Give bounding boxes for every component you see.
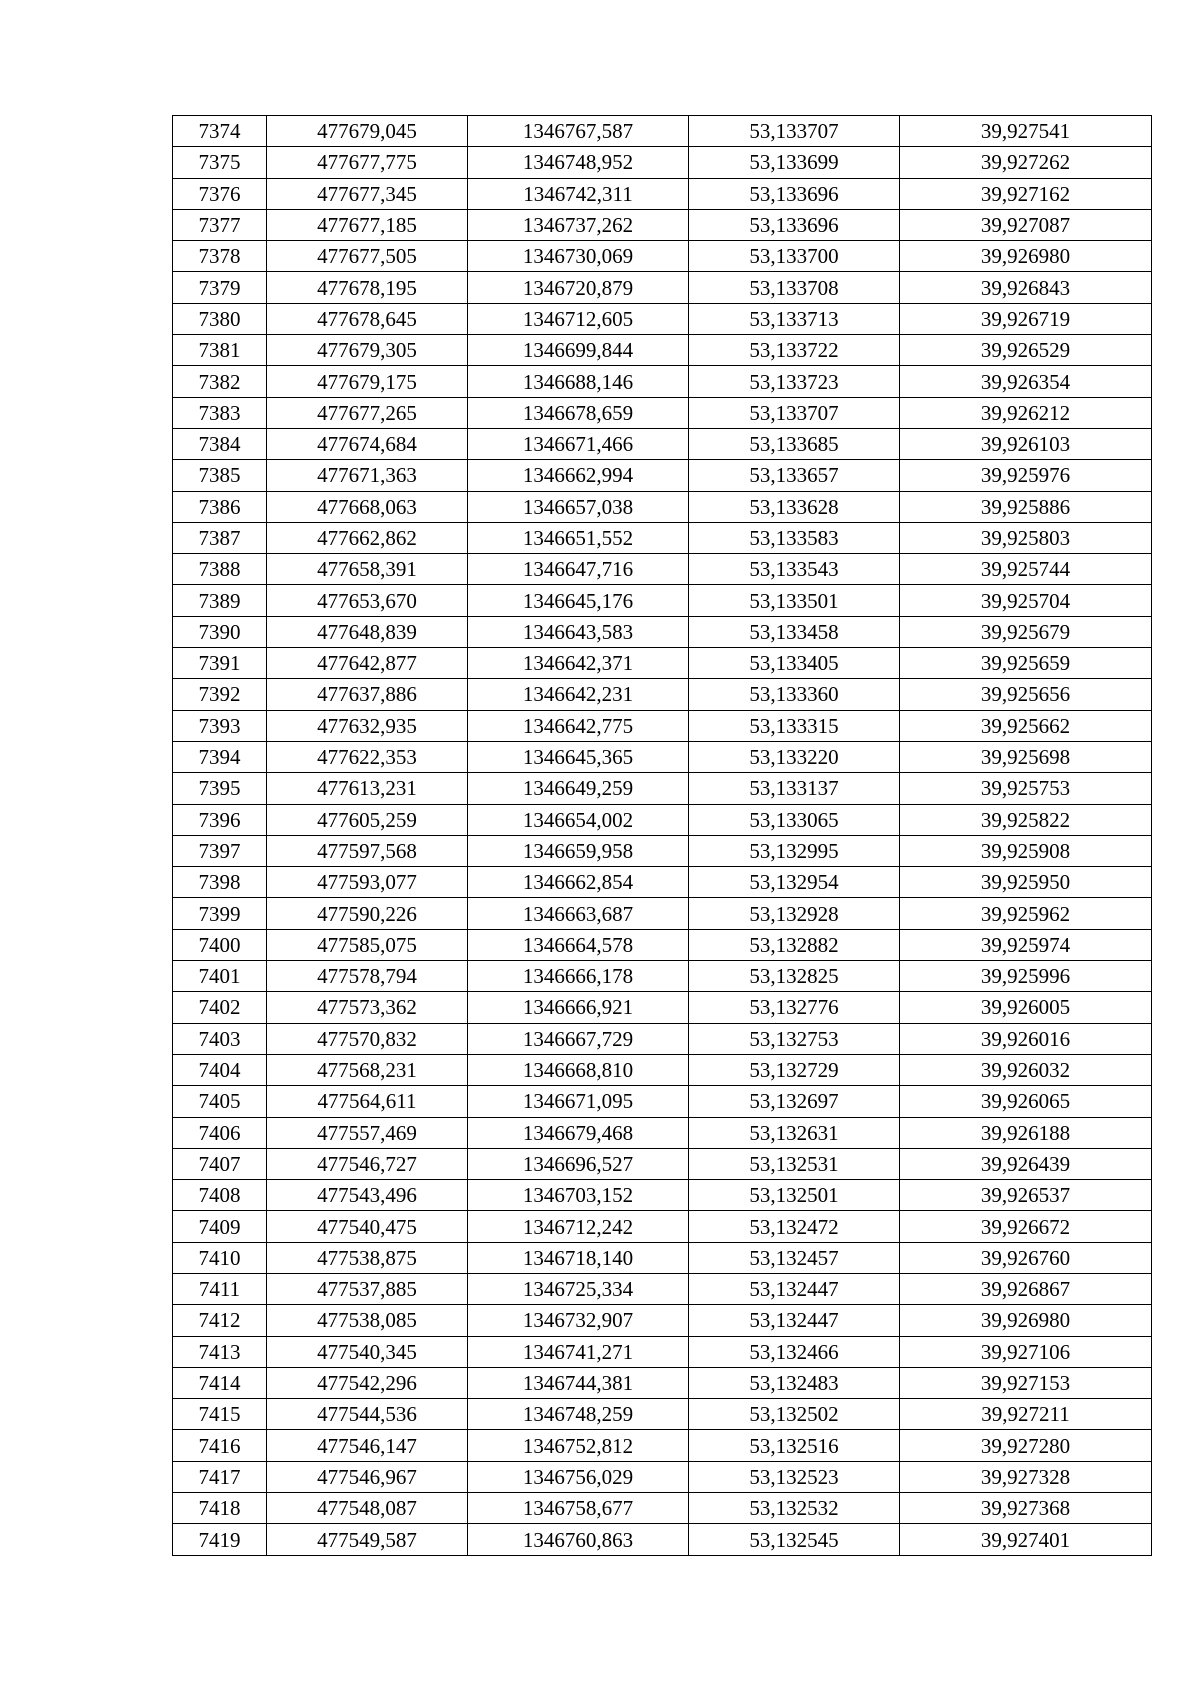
longitude-cell: 39,927262 xyxy=(900,147,1152,178)
longitude-cell: 39,925976 xyxy=(900,460,1152,491)
table-row xyxy=(173,648,1152,679)
y-coordinate-cell: 1346645,176 xyxy=(468,585,689,616)
longitude-cell: 39,926005 xyxy=(900,992,1152,1023)
x-coordinate-cell: 477677,505 xyxy=(267,241,468,272)
longitude-cell: 39,925996 xyxy=(900,961,1152,992)
y-coordinate-cell: 1346657,038 xyxy=(468,491,689,522)
x-coordinate-cell: 477568,231 xyxy=(267,1054,468,1085)
longitude-cell: 39,926719 xyxy=(900,303,1152,334)
table-row xyxy=(173,335,1152,366)
point-number-cell: 7374 xyxy=(173,116,267,147)
latitude-cell: 53,133501 xyxy=(689,585,900,616)
longitude-cell: 39,926016 xyxy=(900,1023,1152,1054)
latitude-cell: 53,132776 xyxy=(689,992,900,1023)
latitude-cell: 53,133583 xyxy=(689,522,900,553)
latitude-cell: 53,133722 xyxy=(689,335,900,366)
y-coordinate-cell: 1346748,952 xyxy=(468,147,689,178)
table-row xyxy=(173,522,1152,553)
y-coordinate-cell: 1346642,371 xyxy=(468,648,689,679)
y-coordinate-cell: 1346737,262 xyxy=(468,209,689,240)
longitude-cell: 39,927211 xyxy=(900,1399,1152,1430)
latitude-cell: 53,132532 xyxy=(689,1493,900,1524)
x-coordinate-cell: 477613,231 xyxy=(267,773,468,804)
x-coordinate-cell: 477548,087 xyxy=(267,1493,468,1524)
x-coordinate-cell: 477668,063 xyxy=(267,491,468,522)
latitude-cell: 53,133315 xyxy=(689,710,900,741)
point-number-cell: 7395 xyxy=(173,773,267,804)
table-row xyxy=(173,1273,1152,1304)
point-number-cell: 7394 xyxy=(173,741,267,772)
point-number-cell: 7401 xyxy=(173,961,267,992)
table-row xyxy=(173,1367,1152,1398)
coordinates-table-body xyxy=(173,116,1152,1556)
latitude-cell: 53,132502 xyxy=(689,1399,900,1430)
latitude-cell: 53,132545 xyxy=(689,1524,900,1555)
table-row xyxy=(173,898,1152,929)
latitude-cell: 53,132729 xyxy=(689,1054,900,1085)
latitude-cell: 53,132472 xyxy=(689,1211,900,1242)
latitude-cell: 53,133713 xyxy=(689,303,900,334)
latitude-cell: 53,133543 xyxy=(689,554,900,585)
x-coordinate-cell: 477538,085 xyxy=(267,1305,468,1336)
longitude-cell: 39,926354 xyxy=(900,366,1152,397)
point-number-cell: 7407 xyxy=(173,1148,267,1179)
y-coordinate-cell: 1346649,259 xyxy=(468,773,689,804)
x-coordinate-cell: 477642,877 xyxy=(267,648,468,679)
x-coordinate-cell: 477671,363 xyxy=(267,460,468,491)
table-row xyxy=(173,867,1152,898)
longitude-cell: 39,927541 xyxy=(900,116,1152,147)
point-number-cell: 7387 xyxy=(173,522,267,553)
longitude-cell: 39,925886 xyxy=(900,491,1152,522)
table-row xyxy=(173,929,1152,960)
longitude-cell: 39,925744 xyxy=(900,554,1152,585)
y-coordinate-cell: 1346696,527 xyxy=(468,1148,689,1179)
table-row xyxy=(173,116,1152,147)
longitude-cell: 39,925908 xyxy=(900,835,1152,866)
table-row xyxy=(173,178,1152,209)
point-number-cell: 7396 xyxy=(173,804,267,835)
y-coordinate-cell: 1346752,812 xyxy=(468,1430,689,1461)
longitude-cell: 39,927328 xyxy=(900,1461,1152,1492)
point-number-cell: 7418 xyxy=(173,1493,267,1524)
x-coordinate-cell: 477564,611 xyxy=(267,1086,468,1117)
longitude-cell: 39,926980 xyxy=(900,241,1152,272)
point-number-cell: 7385 xyxy=(173,460,267,491)
point-number-cell: 7376 xyxy=(173,178,267,209)
point-number-cell: 7404 xyxy=(173,1054,267,1085)
longitude-cell: 39,927087 xyxy=(900,209,1152,240)
longitude-cell: 39,926867 xyxy=(900,1273,1152,1304)
longitude-cell: 39,926537 xyxy=(900,1180,1152,1211)
y-coordinate-cell: 1346767,587 xyxy=(468,116,689,147)
point-number-cell: 7377 xyxy=(173,209,267,240)
longitude-cell: 39,927162 xyxy=(900,178,1152,209)
table-row xyxy=(173,428,1152,459)
table-row xyxy=(173,460,1152,491)
latitude-cell: 53,133696 xyxy=(689,178,900,209)
longitude-cell: 39,925753 xyxy=(900,773,1152,804)
y-coordinate-cell: 1346678,659 xyxy=(468,397,689,428)
point-number-cell: 7389 xyxy=(173,585,267,616)
latitude-cell: 53,132516 xyxy=(689,1430,900,1461)
y-coordinate-cell: 1346647,716 xyxy=(468,554,689,585)
x-coordinate-cell: 477679,305 xyxy=(267,335,468,366)
y-coordinate-cell: 1346703,152 xyxy=(468,1180,689,1211)
y-coordinate-cell: 1346742,311 xyxy=(468,178,689,209)
x-coordinate-cell: 477544,536 xyxy=(267,1399,468,1430)
longitude-cell: 39,926103 xyxy=(900,428,1152,459)
table-row xyxy=(173,209,1152,240)
point-number-cell: 7380 xyxy=(173,303,267,334)
y-coordinate-cell: 1346730,069 xyxy=(468,241,689,272)
point-number-cell: 7383 xyxy=(173,397,267,428)
table-row xyxy=(173,491,1152,522)
latitude-cell: 53,133723 xyxy=(689,366,900,397)
longitude-cell: 39,925704 xyxy=(900,585,1152,616)
latitude-cell: 53,132954 xyxy=(689,867,900,898)
table-row xyxy=(173,1023,1152,1054)
table-row xyxy=(173,147,1152,178)
x-coordinate-cell: 477546,967 xyxy=(267,1461,468,1492)
y-coordinate-cell: 1346718,140 xyxy=(468,1242,689,1273)
longitude-cell: 39,925659 xyxy=(900,648,1152,679)
x-coordinate-cell: 477677,185 xyxy=(267,209,468,240)
table-row xyxy=(173,1399,1152,1430)
x-coordinate-cell: 477678,645 xyxy=(267,303,468,334)
table-row xyxy=(173,366,1152,397)
latitude-cell: 53,132825 xyxy=(689,961,900,992)
y-coordinate-cell: 1346642,231 xyxy=(468,679,689,710)
point-number-cell: 7390 xyxy=(173,616,267,647)
longitude-cell: 39,927401 xyxy=(900,1524,1152,1555)
latitude-cell: 53,133696 xyxy=(689,209,900,240)
x-coordinate-cell: 477679,175 xyxy=(267,366,468,397)
table-row xyxy=(173,585,1152,616)
table-row xyxy=(173,773,1152,804)
y-coordinate-cell: 1346664,578 xyxy=(468,929,689,960)
point-number-cell: 7403 xyxy=(173,1023,267,1054)
coordinates-table xyxy=(172,115,1152,1556)
table-row xyxy=(173,616,1152,647)
y-coordinate-cell: 1346671,466 xyxy=(468,428,689,459)
latitude-cell: 53,132523 xyxy=(689,1461,900,1492)
latitude-cell: 53,132697 xyxy=(689,1086,900,1117)
table-row xyxy=(173,1305,1152,1336)
y-coordinate-cell: 1346666,921 xyxy=(468,992,689,1023)
latitude-cell: 53,132995 xyxy=(689,835,900,866)
latitude-cell: 53,132531 xyxy=(689,1148,900,1179)
y-coordinate-cell: 1346741,271 xyxy=(468,1336,689,1367)
table-row xyxy=(173,679,1152,710)
longitude-cell: 39,927280 xyxy=(900,1430,1152,1461)
y-coordinate-cell: 1346732,907 xyxy=(468,1305,689,1336)
point-number-cell: 7406 xyxy=(173,1117,267,1148)
x-coordinate-cell: 477677,775 xyxy=(267,147,468,178)
latitude-cell: 53,133657 xyxy=(689,460,900,491)
y-coordinate-cell: 1346720,879 xyxy=(468,272,689,303)
longitude-cell: 39,926032 xyxy=(900,1054,1152,1085)
latitude-cell: 53,133458 xyxy=(689,616,900,647)
table-row xyxy=(173,992,1152,1023)
latitude-cell: 53,133707 xyxy=(689,397,900,428)
longitude-cell: 39,927153 xyxy=(900,1367,1152,1398)
latitude-cell: 53,133685 xyxy=(689,428,900,459)
point-number-cell: 7375 xyxy=(173,147,267,178)
point-number-cell: 7414 xyxy=(173,1367,267,1398)
point-number-cell: 7415 xyxy=(173,1399,267,1430)
latitude-cell: 53,132466 xyxy=(689,1336,900,1367)
table-row xyxy=(173,272,1152,303)
y-coordinate-cell: 1346662,994 xyxy=(468,460,689,491)
table-row xyxy=(173,741,1152,772)
x-coordinate-cell: 477578,794 xyxy=(267,961,468,992)
latitude-cell: 53,133708 xyxy=(689,272,900,303)
x-coordinate-cell: 477658,391 xyxy=(267,554,468,585)
latitude-cell: 53,132928 xyxy=(689,898,900,929)
latitude-cell: 53,132447 xyxy=(689,1273,900,1304)
table-row xyxy=(173,710,1152,741)
y-coordinate-cell: 1346667,729 xyxy=(468,1023,689,1054)
y-coordinate-cell: 1346671,095 xyxy=(468,1086,689,1117)
x-coordinate-cell: 477597,568 xyxy=(267,835,468,866)
longitude-cell: 39,925950 xyxy=(900,867,1152,898)
table-row xyxy=(173,1336,1152,1367)
point-number-cell: 7409 xyxy=(173,1211,267,1242)
y-coordinate-cell: 1346748,259 xyxy=(468,1399,689,1430)
longitude-cell: 39,925962 xyxy=(900,898,1152,929)
latitude-cell: 53,132753 xyxy=(689,1023,900,1054)
point-number-cell: 7408 xyxy=(173,1180,267,1211)
x-coordinate-cell: 477573,362 xyxy=(267,992,468,1023)
latitude-cell: 53,133065 xyxy=(689,804,900,835)
longitude-cell: 39,926065 xyxy=(900,1086,1152,1117)
x-coordinate-cell: 477622,353 xyxy=(267,741,468,772)
table-row xyxy=(173,1117,1152,1148)
latitude-cell: 53,132457 xyxy=(689,1242,900,1273)
longitude-cell: 39,926212 xyxy=(900,397,1152,428)
y-coordinate-cell: 1346645,365 xyxy=(468,741,689,772)
longitude-cell: 39,926529 xyxy=(900,335,1152,366)
longitude-cell: 39,926843 xyxy=(900,272,1152,303)
point-number-cell: 7399 xyxy=(173,898,267,929)
point-number-cell: 7391 xyxy=(173,648,267,679)
point-number-cell: 7398 xyxy=(173,867,267,898)
x-coordinate-cell: 477674,684 xyxy=(267,428,468,459)
longitude-cell: 39,927368 xyxy=(900,1493,1152,1524)
y-coordinate-cell: 1346651,552 xyxy=(468,522,689,553)
point-number-cell: 7392 xyxy=(173,679,267,710)
y-coordinate-cell: 1346654,002 xyxy=(468,804,689,835)
y-coordinate-cell: 1346699,844 xyxy=(468,335,689,366)
y-coordinate-cell: 1346642,775 xyxy=(468,710,689,741)
point-number-cell: 7419 xyxy=(173,1524,267,1555)
x-coordinate-cell: 477538,875 xyxy=(267,1242,468,1273)
x-coordinate-cell: 477677,265 xyxy=(267,397,468,428)
y-coordinate-cell: 1346663,687 xyxy=(468,898,689,929)
x-coordinate-cell: 477546,727 xyxy=(267,1148,468,1179)
point-number-cell: 7411 xyxy=(173,1273,267,1304)
point-number-cell: 7413 xyxy=(173,1336,267,1367)
latitude-cell: 53,132882 xyxy=(689,929,900,960)
point-number-cell: 7400 xyxy=(173,929,267,960)
x-coordinate-cell: 477540,345 xyxy=(267,1336,468,1367)
table-row xyxy=(173,241,1152,272)
y-coordinate-cell: 1346643,583 xyxy=(468,616,689,647)
table-row xyxy=(173,1211,1152,1242)
table-row xyxy=(173,303,1152,334)
y-coordinate-cell: 1346756,029 xyxy=(468,1461,689,1492)
longitude-cell: 39,926760 xyxy=(900,1242,1152,1273)
table-row xyxy=(173,1461,1152,1492)
y-coordinate-cell: 1346712,242 xyxy=(468,1211,689,1242)
y-coordinate-cell: 1346744,381 xyxy=(468,1367,689,1398)
x-coordinate-cell: 477678,195 xyxy=(267,272,468,303)
point-number-cell: 7405 xyxy=(173,1086,267,1117)
latitude-cell: 53,132501 xyxy=(689,1180,900,1211)
table-row xyxy=(173,961,1152,992)
x-coordinate-cell: 477679,045 xyxy=(267,116,468,147)
x-coordinate-cell: 477546,147 xyxy=(267,1430,468,1461)
point-number-cell: 7379 xyxy=(173,272,267,303)
point-number-cell: 7384 xyxy=(173,428,267,459)
x-coordinate-cell: 477677,345 xyxy=(267,178,468,209)
latitude-cell: 53,133707 xyxy=(689,116,900,147)
x-coordinate-cell: 477557,469 xyxy=(267,1117,468,1148)
latitude-cell: 53,133360 xyxy=(689,679,900,710)
table-row xyxy=(173,1242,1152,1273)
table-row xyxy=(173,1524,1152,1555)
table-row xyxy=(173,1493,1152,1524)
latitude-cell: 53,133137 xyxy=(689,773,900,804)
longitude-cell: 39,925698 xyxy=(900,741,1152,772)
point-number-cell: 7417 xyxy=(173,1461,267,1492)
point-number-cell: 7412 xyxy=(173,1305,267,1336)
table-row xyxy=(173,397,1152,428)
point-number-cell: 7382 xyxy=(173,366,267,397)
point-number-cell: 7388 xyxy=(173,554,267,585)
y-coordinate-cell: 1346760,863 xyxy=(468,1524,689,1555)
y-coordinate-cell: 1346679,468 xyxy=(468,1117,689,1148)
latitude-cell: 53,132483 xyxy=(689,1367,900,1398)
x-coordinate-cell: 477590,226 xyxy=(267,898,468,929)
point-number-cell: 7378 xyxy=(173,241,267,272)
latitude-cell: 53,133628 xyxy=(689,491,900,522)
latitude-cell: 53,132631 xyxy=(689,1117,900,1148)
latitude-cell: 53,133405 xyxy=(689,648,900,679)
x-coordinate-cell: 477648,839 xyxy=(267,616,468,647)
y-coordinate-cell: 1346668,810 xyxy=(468,1054,689,1085)
latitude-cell: 53,132447 xyxy=(689,1305,900,1336)
y-coordinate-cell: 1346659,958 xyxy=(468,835,689,866)
point-number-cell: 7393 xyxy=(173,710,267,741)
table-row xyxy=(173,1086,1152,1117)
table-row xyxy=(173,1148,1152,1179)
x-coordinate-cell: 477537,885 xyxy=(267,1273,468,1304)
longitude-cell: 39,926980 xyxy=(900,1305,1152,1336)
x-coordinate-cell: 477593,077 xyxy=(267,867,468,898)
point-number-cell: 7386 xyxy=(173,491,267,522)
x-coordinate-cell: 477653,670 xyxy=(267,585,468,616)
table-row xyxy=(173,554,1152,585)
point-number-cell: 7397 xyxy=(173,835,267,866)
y-coordinate-cell: 1346758,677 xyxy=(468,1493,689,1524)
x-coordinate-cell: 477632,935 xyxy=(267,710,468,741)
y-coordinate-cell: 1346662,854 xyxy=(468,867,689,898)
x-coordinate-cell: 477549,587 xyxy=(267,1524,468,1555)
table-row xyxy=(173,1180,1152,1211)
table-row xyxy=(173,1054,1152,1085)
longitude-cell: 39,925974 xyxy=(900,929,1152,960)
longitude-cell: 39,925679 xyxy=(900,616,1152,647)
point-number-cell: 7381 xyxy=(173,335,267,366)
latitude-cell: 53,133699 xyxy=(689,147,900,178)
table-row xyxy=(173,835,1152,866)
x-coordinate-cell: 477637,886 xyxy=(267,679,468,710)
longitude-cell: 39,925662 xyxy=(900,710,1152,741)
point-number-cell: 7416 xyxy=(173,1430,267,1461)
longitude-cell: 39,926439 xyxy=(900,1148,1152,1179)
longitude-cell: 39,926188 xyxy=(900,1117,1152,1148)
point-number-cell: 7402 xyxy=(173,992,267,1023)
x-coordinate-cell: 477570,832 xyxy=(267,1023,468,1054)
latitude-cell: 53,133220 xyxy=(689,741,900,772)
longitude-cell: 39,926672 xyxy=(900,1211,1152,1242)
x-coordinate-cell: 477662,862 xyxy=(267,522,468,553)
longitude-cell: 39,925803 xyxy=(900,522,1152,553)
y-coordinate-cell: 1346712,605 xyxy=(468,303,689,334)
y-coordinate-cell: 1346666,178 xyxy=(468,961,689,992)
longitude-cell: 39,927106 xyxy=(900,1336,1152,1367)
longitude-cell: 39,925822 xyxy=(900,804,1152,835)
table-row xyxy=(173,804,1152,835)
point-number-cell: 7410 xyxy=(173,1242,267,1273)
x-coordinate-cell: 477585,075 xyxy=(267,929,468,960)
y-coordinate-cell: 1346725,334 xyxy=(468,1273,689,1304)
y-coordinate-cell: 1346688,146 xyxy=(468,366,689,397)
table-row xyxy=(173,1430,1152,1461)
x-coordinate-cell: 477542,296 xyxy=(267,1367,468,1398)
longitude-cell: 39,925656 xyxy=(900,679,1152,710)
latitude-cell: 53,133700 xyxy=(689,241,900,272)
x-coordinate-cell: 477605,259 xyxy=(267,804,468,835)
x-coordinate-cell: 477540,475 xyxy=(267,1211,468,1242)
x-coordinate-cell: 477543,496 xyxy=(267,1180,468,1211)
